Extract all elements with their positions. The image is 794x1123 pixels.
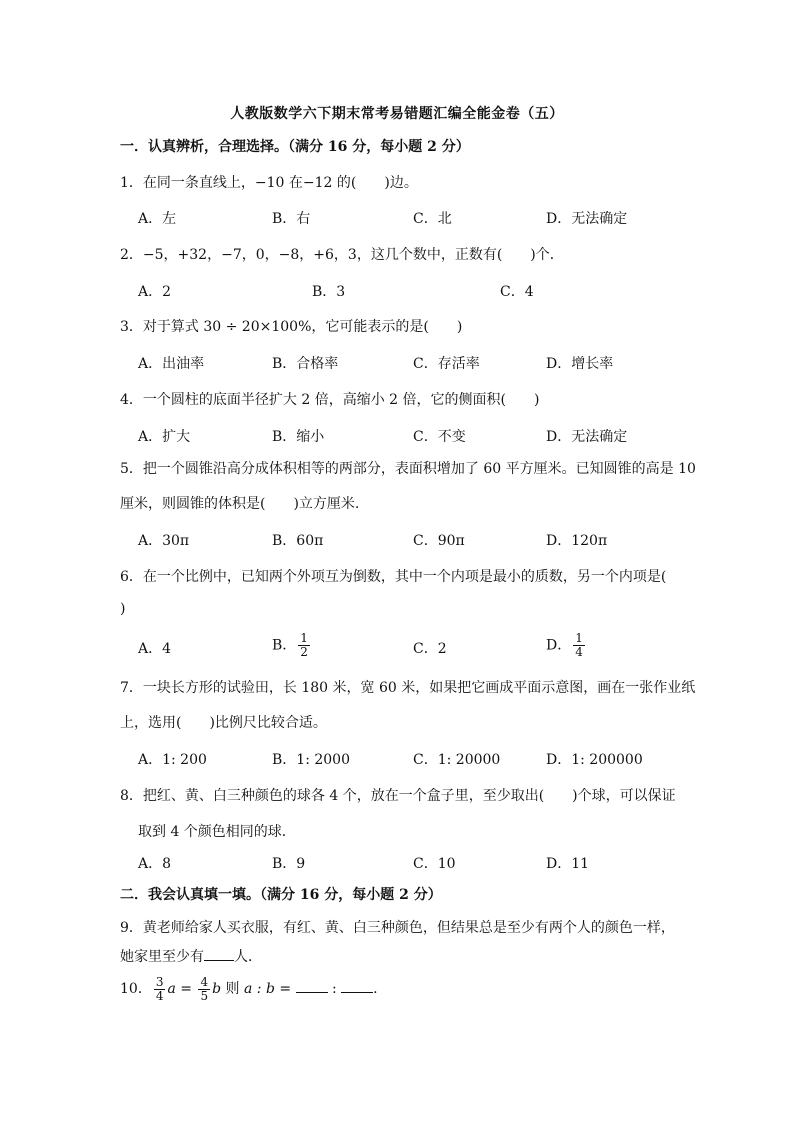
answer-blank-1[interactable] <box>296 978 328 993</box>
question-7-options <box>138 749 698 773</box>
option-a[interactable]: A．出油率 <box>138 356 205 372</box>
option-letter: B． <box>272 637 297 654</box>
option-a[interactable]: A．2 <box>138 284 172 300</box>
option-b[interactable] <box>272 632 312 659</box>
answer-blank-2[interactable] <box>341 978 373 993</box>
ratio-expression: a : b = <box>243 981 296 997</box>
option-b[interactable]: B．缩小 <box>272 429 325 445</box>
ratio-colon: : <box>327 981 342 997</box>
option-a[interactable]: A．4 <box>138 641 172 657</box>
fraction <box>298 632 310 659</box>
option-a[interactable]: A．30π <box>138 533 190 549</box>
numerator: 1 <box>300 631 308 645</box>
option-c[interactable]: C．90π <box>413 533 465 549</box>
question-9-text-end: 人． <box>234 949 262 965</box>
question-6-options <box>138 632 698 668</box>
option-b[interactable]: B．60π <box>272 533 324 549</box>
question-7-line-2: 上，选用( )比例尺比较合适。 <box>120 715 327 731</box>
question-5-options <box>138 530 698 554</box>
denominator: 4 <box>155 988 164 1003</box>
section-heading-1: 一．认真辨析，合理选择。（满分 16 分，每小题 2 分） <box>120 139 470 155</box>
question-9-text: 她家里至少有 <box>120 949 204 965</box>
question-1-options <box>138 208 698 232</box>
question-9-line-2 <box>120 946 680 966</box>
option-b[interactable]: B．9 <box>272 856 306 872</box>
option-d[interactable]: D．1: 200000 <box>546 752 643 768</box>
option-c[interactable]: C．4 <box>500 284 534 300</box>
option-d[interactable]: D．无法确定 <box>546 429 628 445</box>
question-10-end: . <box>373 981 378 997</box>
then-text: 则 <box>221 981 244 997</box>
section-heading-2: 二．我会认真填一填。（满分 16 分，每小题 2 分） <box>120 887 442 903</box>
option-d[interactable]: D．11 <box>546 856 590 872</box>
question-2: 2．−5，+32，−7，0，−8，+6，3，这几个数中，正数有( )个． <box>120 247 564 263</box>
question-1: 1．在同一条直线上，−10 在−12 的( )边。 <box>120 175 418 191</box>
question-5-line-2: 厘米，则圆锥的体积是( )立方厘米. <box>120 496 360 512</box>
option-b[interactable]: B．3 <box>312 284 346 300</box>
question-8-line-1: 8．把红、黄、白三种颜色的球各 4 个，放在一个盒子里，至少取出( )个球，可以保证 <box>120 788 676 804</box>
option-d[interactable]: D．无法确定 <box>546 211 628 227</box>
question-8-line-2: 取到 4 个颜色相同的球． <box>138 824 296 840</box>
option-a[interactable]: A．8 <box>138 856 172 872</box>
answer-blank[interactable] <box>204 946 234 961</box>
option-b[interactable]: B．合格率 <box>272 356 339 372</box>
option-c[interactable]: C．存活率 <box>413 356 480 372</box>
question-3: 3．对于算式 30 ÷ 20×100%，它可能表示的是( ) <box>120 319 463 335</box>
option-a[interactable]: A．1: 200 <box>138 752 207 768</box>
option-letter: D． <box>546 637 572 654</box>
variable-b: b <box>212 981 222 997</box>
option-d[interactable]: D．增长率 <box>546 356 614 372</box>
question-10-number: 10． <box>120 981 152 997</box>
question-10 <box>120 972 680 1006</box>
question-3-options <box>138 353 698 377</box>
option-b[interactable]: B．1: 2000 <box>272 752 350 768</box>
question-9-line-1: 9．黄老师给家人买衣服，有红、黄、白三种颜色，但结果总是至少有两个人的颜色一样， <box>120 920 675 936</box>
variable-a: a <box>167 981 176 997</box>
option-a[interactable]: A．扩大 <box>138 429 191 445</box>
numerator: 1 <box>575 631 583 645</box>
equals-sign: = <box>175 981 197 997</box>
question-4-options <box>138 426 698 450</box>
denominator: 2 <box>300 645 308 659</box>
option-c[interactable]: C．不变 <box>413 429 466 445</box>
option-d[interactable] <box>546 632 587 659</box>
option-a[interactable]: A．左 <box>138 211 177 227</box>
fraction <box>573 632 585 659</box>
option-c[interactable]: C．2 <box>413 641 447 657</box>
numerator: 3 <box>155 974 164 989</box>
question-7-line-1: 7．一块长方形的试验田，长 180 米，宽 60 米，如果把它画成平面示意图，画在一张作业纸 <box>120 680 696 696</box>
denominator: 5 <box>200 988 209 1003</box>
question-6-line-2: ) <box>120 601 126 617</box>
option-c[interactable]: C．北 <box>413 211 452 227</box>
fraction <box>154 976 166 1003</box>
numerator: 4 <box>200 974 209 989</box>
denominator: 4 <box>575 645 583 659</box>
question-8-options <box>138 853 698 877</box>
fraction <box>198 976 210 1003</box>
question-5-line-1: 5．把一个圆锥沿高分成体积相等的两部分，表面积增加了 60 平方厘米。已知圆锥的高是 10 <box>120 461 696 477</box>
question-6-line-1: 6．在一个比例中，已知两个外项互为倒数，其中一个内项是最小的质数，另一个内项是( <box>120 569 667 585</box>
page-title: 人教版数学六下期末常考易错题汇编全能金卷（五） <box>230 106 564 122</box>
option-b[interactable]: B．右 <box>272 211 311 227</box>
option-d[interactable]: D．120π <box>546 533 608 549</box>
option-c[interactable]: C．1: 20000 <box>413 752 501 768</box>
question-4: 4．一个圆柱的底面半径扩大 2 倍，高缩小 2 倍，它的侧面积( ) <box>120 392 540 408</box>
question-2-options <box>138 281 698 305</box>
option-c[interactable]: C．10 <box>413 856 456 872</box>
